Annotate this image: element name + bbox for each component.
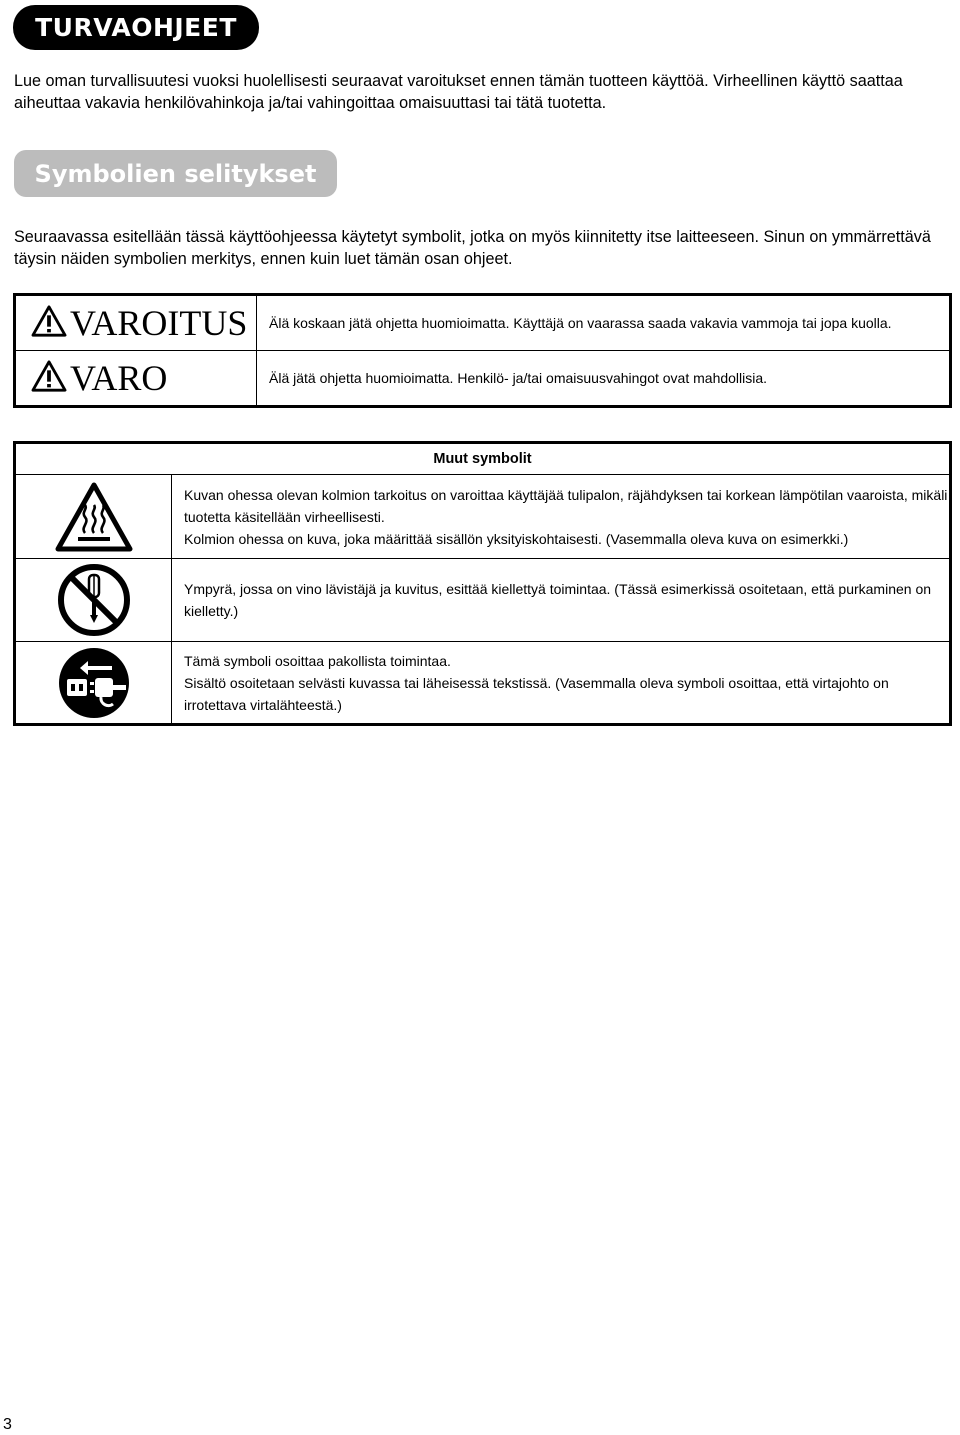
caution-triangle-icon	[30, 359, 68, 398]
symbol-text-line: Kuvan ohessa olevan kolmion tarkoitus on varoittaa käyttäjää tulipalon, räjähdyksen tai korkean lämpötilan vaaroista, mikäli tuotetta käsitellään virheellisesti.	[184, 486, 948, 525]
signal-word-table	[13, 293, 952, 408]
symbol-row-mandatory	[15, 642, 951, 725]
signal-row-warning	[15, 295, 951, 351]
unplug-icon	[16, 646, 171, 720]
symbol-row-hot-surface	[15, 475, 951, 559]
warning-triangle-icon	[30, 304, 68, 343]
other-symbols-table	[13, 441, 952, 726]
signal-description-warning: Älä koskaan jätä ohjetta huomioimatta. Käyttäjä on vaarassa saada vakavia vammoja tai jopa kuolla.	[257, 295, 951, 351]
symbol-text-line: Tämä symboli osoittaa pakollista toimintaa.	[184, 652, 451, 669]
symbol-row-prohibited	[15, 559, 951, 642]
symbol-text-line: Sisältö osoitetaan selvästi kuvassa tai läheisessä tekstissä. (Vasemmalla oleva symboli osoittaa, että virtajohto on irrotettava virtalähteestä.)	[184, 674, 889, 713]
symbol-text-line: Ympyrä, jossa on vino lävistäjä ja kuvitus, esittää kiellettyä toimintaa. (Tässä esimerkissä osoitetaan, että purkaminen on kielletty.)	[184, 581, 932, 619]
symbols-explanation: Seuraavassa esitellään tässä käyttöohjeessa käytetyt symbolit, jotka on myös kiinnitetty itse laitteeseen. Sinun on ymmärrettävä täysin näiden symbolien merkitys, ennen kuin luet tämän osan ohjeet.	[14, 228, 931, 268]
other-symbols-header: Muut symbolit	[15, 443, 951, 475]
section-title: Symbolien selitykset	[14, 150, 337, 197]
hot-surface-warning-icon	[16, 481, 171, 553]
intro-paragraph: Lue oman turvallisuutesi vuoksi huolellisesti seuraavat varoitukset ennen tämän tuotteen käyttöä. Virheellinen käyttö saattaa aiheuttaa vakavia henkilövahinkoja ja/tai vahingoittaa omaisuuttasi tai tätä tuotetta.	[14, 72, 903, 112]
signal-description-caution: Älä jätä ohjetta huomioimatta. Henkilö- ja/tai omaisuusvahingot ovat mahdollisia.	[257, 351, 951, 407]
symbol-text-line: Kolmion ohessa on kuva, joka määrittää sisällön yksityiskohtaisesti. (Vasemmalla oleva kuva on esimerkki.)	[184, 530, 849, 547]
signal-word-warning: VAROITUS	[70, 303, 248, 343]
signal-row-caution	[15, 351, 951, 407]
page-title: TURVAOHJEET	[13, 5, 259, 50]
no-disassembly-icon	[16, 562, 171, 638]
signal-word-caution: VARO	[70, 358, 168, 398]
page-number: 3	[3, 1416, 12, 1433]
